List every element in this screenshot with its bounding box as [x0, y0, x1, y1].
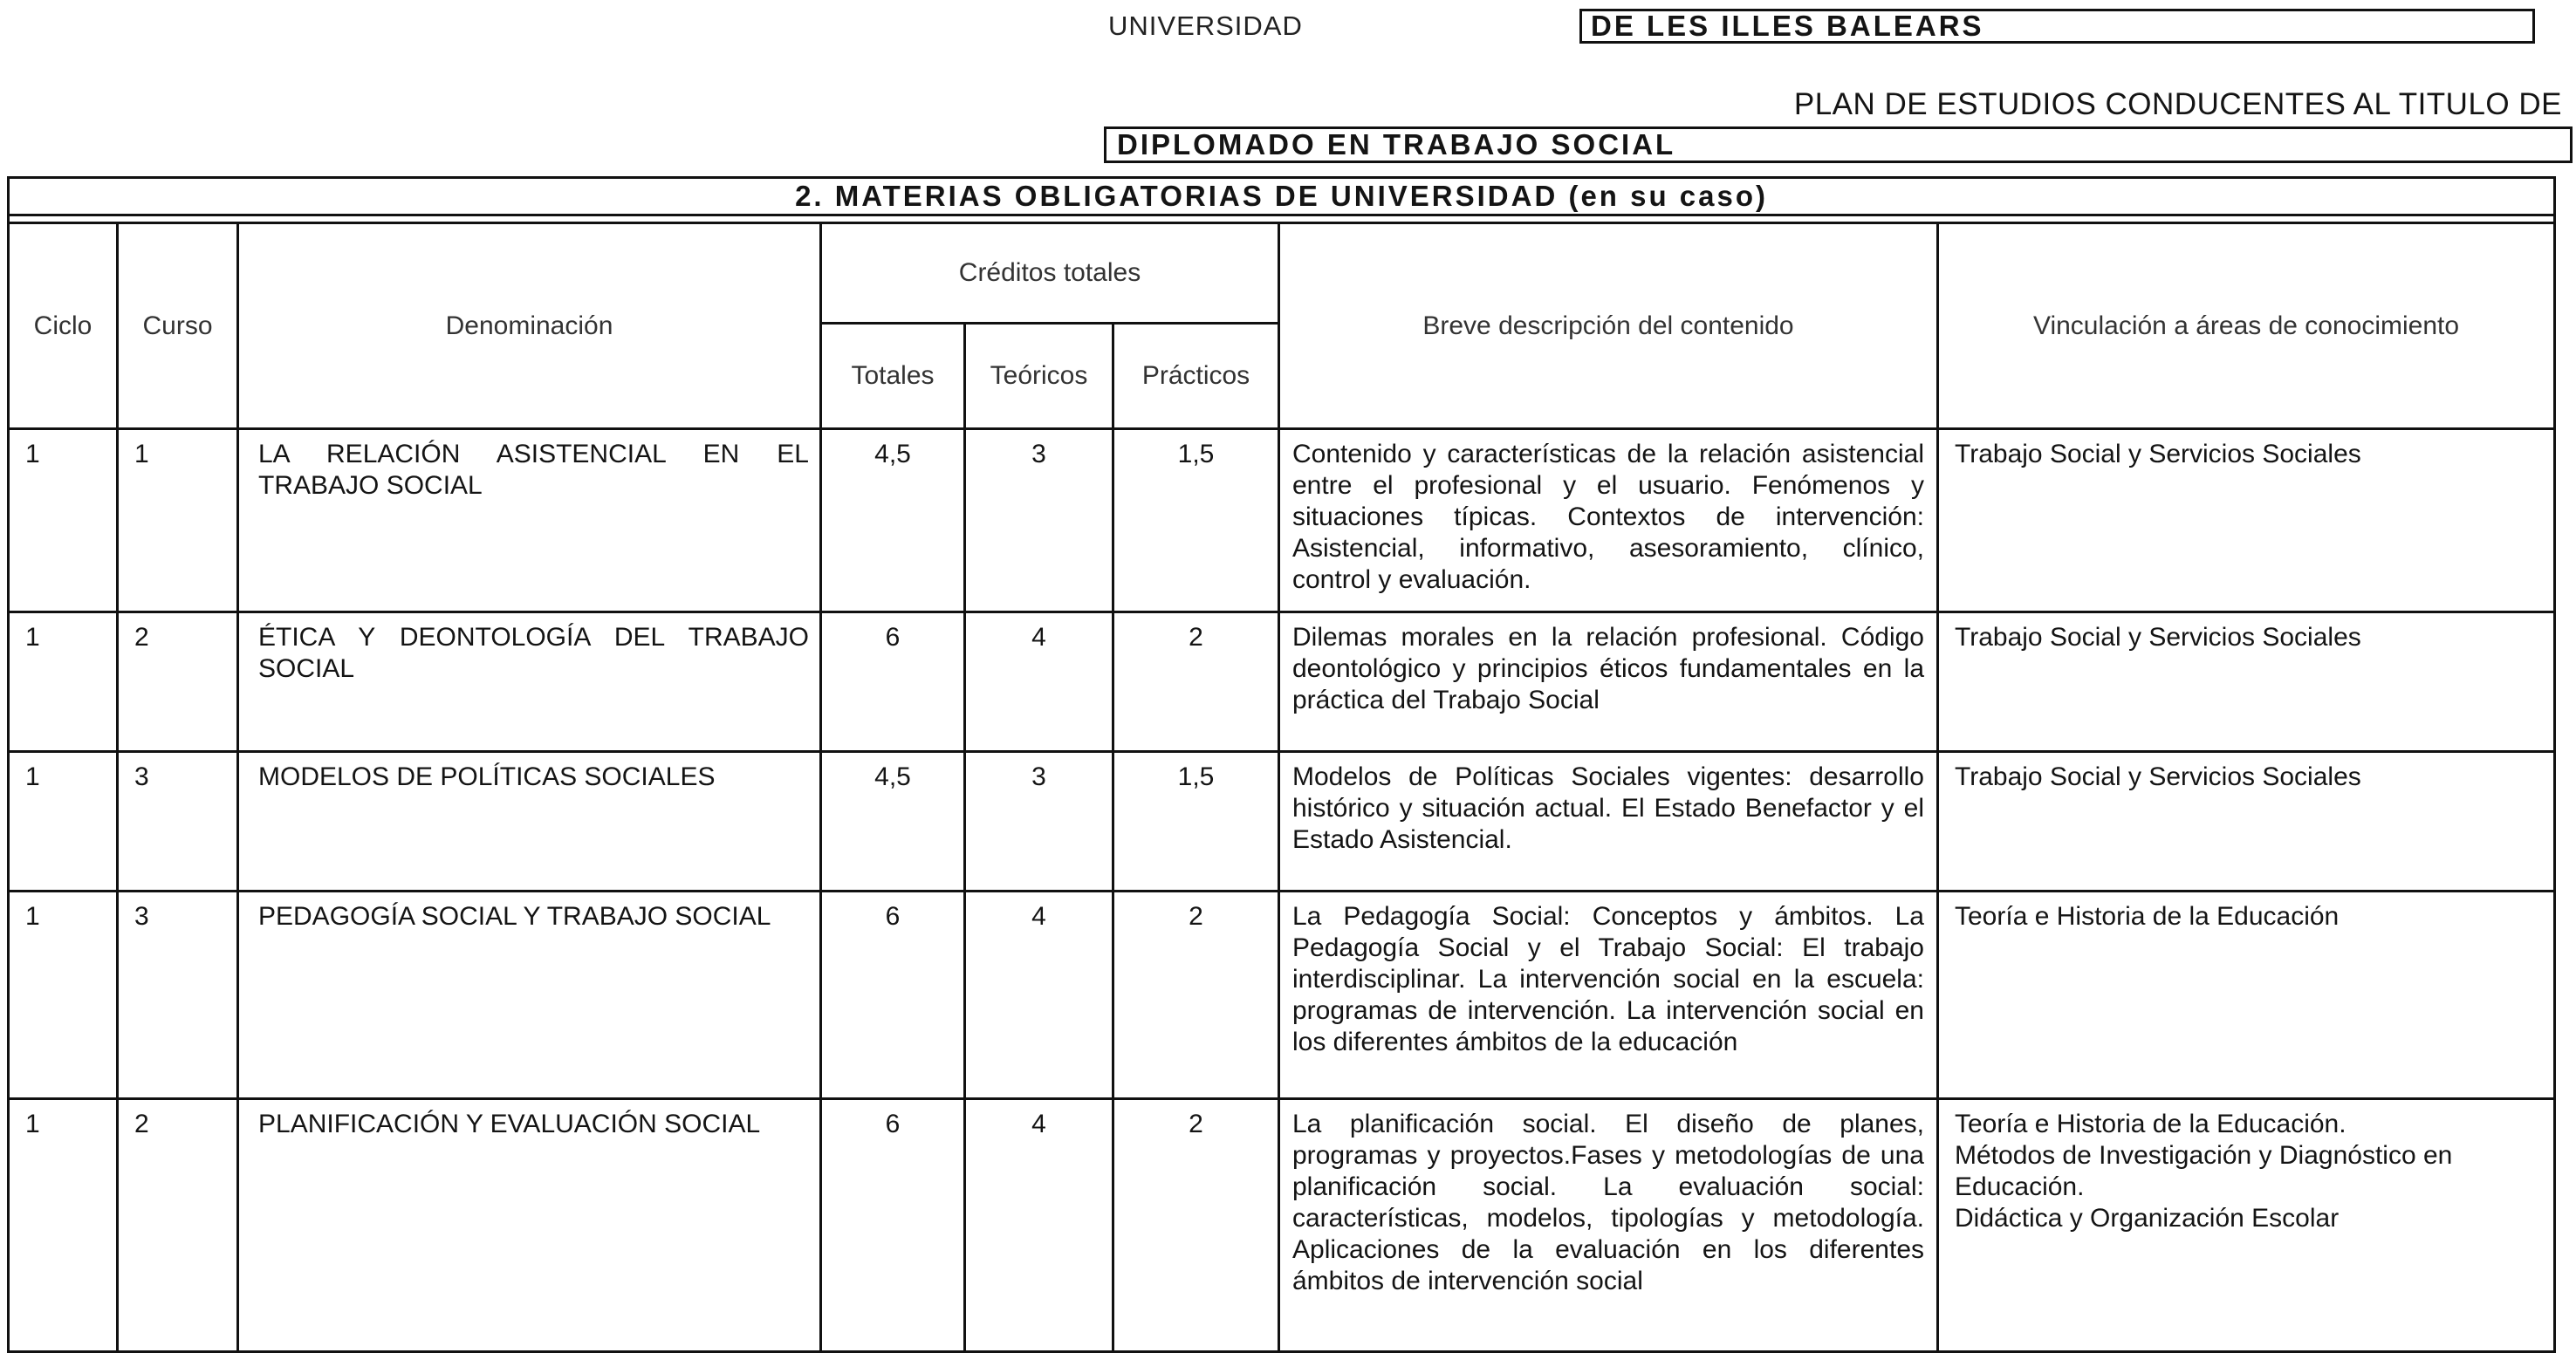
cell-practicos: 1,5 [1113, 429, 1279, 612]
cell-practicos: 1,5 [1113, 752, 1279, 892]
header-descripcion: Breve descripción del contenido [1279, 223, 1938, 429]
cell-curso: 2 [118, 612, 238, 752]
cell-ciclo: 1 [9, 429, 118, 612]
cell-teoricos: 4 [965, 612, 1113, 752]
cell-teoricos: 4 [965, 1099, 1113, 1352]
header-spacer [9, 215, 2555, 223]
cell-denominacion: MODELOS DE POLÍTICAS SOCIALES [238, 752, 821, 892]
header-creditos-totales: Créditos totales [821, 223, 1279, 324]
cell-curso: 3 [118, 752, 238, 892]
area-item: Trabajo Social y Servicios Sociales [1955, 440, 2361, 468]
table-row [9, 612, 2555, 752]
cell-totales: 4,5 [821, 429, 965, 612]
cell-descripcion: La planificación social. El diseño de planes, programas y proyectos.Fases y metodologías de una planificación social. La evaluación social: características, modelos, tipologías y metodología. Aplicaciones de la evaluación en los diferentes ámbitos de intervención social [1279, 1099, 1938, 1352]
degree-title: DIPLOMADO EN TRABAJO SOCIAL [1104, 126, 2573, 163]
cell-totales: 6 [821, 1099, 965, 1352]
header-teoricos: Teóricos [965, 324, 1113, 429]
cell-ciclo: 1 [9, 612, 118, 752]
subjects-body [9, 429, 2555, 1352]
cell-practicos: 2 [1113, 1099, 1279, 1352]
cell-areas [1938, 612, 2555, 752]
header-areas: Vinculación a áreas de conocimiento [1938, 223, 2555, 429]
area-item: Didáctica y Organización Escolar [1955, 1204, 2340, 1233]
university-label: UNIVERSIDAD [1108, 10, 1303, 41]
cell-areas [1938, 752, 2555, 892]
cell-denominacion: PLANIFICACIÓN Y EVALUACIÓN SOCIAL [238, 1099, 821, 1352]
table-row [9, 892, 2555, 1099]
plan-title: PLAN DE ESTUDIOS CONDUCENTES AL TITULO DE [1793, 87, 2562, 121]
cell-teoricos: 3 [965, 429, 1113, 612]
table-row [9, 1099, 2555, 1352]
cell-descripcion: Contenido y características de la relación asistencial entre el profesional y el usuario. Fenómenos y situaciones típicas. Contextos de intervención: Asistencial, informativo, asesoramiento, clínico, control y evaluación. [1279, 429, 1938, 612]
cell-areas [1938, 1099, 2555, 1352]
cell-descripcion: La Pedagogía Social: Conceptos y ámbitos. La Pedagogía Social y el Trabajo Social: El trabajo interdisciplinar. La intervención social en la escuela: programas de intervención. La intervención social en los diferentes ámbitos de la educación [1279, 892, 1938, 1099]
header-denominacion: Denominación [238, 223, 821, 429]
cell-ciclo: 1 [9, 1099, 118, 1352]
cell-practicos: 2 [1113, 892, 1279, 1099]
cell-descripcion: Modelos de Políticas Sociales vigentes: desarrollo histórico y situación actual. El Estado Benefactor y el Estado Asistencial. [1279, 752, 1938, 892]
area-item: Trabajo Social y Servicios Sociales [1955, 623, 2361, 652]
cell-denominacion: LA RELACIÓN ASISTENCIAL EN EL TRABAJO SOCIAL [238, 429, 821, 612]
university-name: DE LES ILLES BALEARS [1579, 9, 2535, 44]
cell-denominacion: PEDAGOGÍA SOCIAL Y TRABAJO SOCIAL [238, 892, 821, 1099]
header-curso: Curso [118, 223, 238, 429]
subjects-table [7, 176, 2556, 1353]
area-item: Teoría e Historia de la Educación. [1955, 1110, 2346, 1138]
table-row [9, 752, 2555, 892]
cell-practicos: 2 [1113, 612, 1279, 752]
cell-teoricos: 3 [965, 752, 1113, 892]
table-row [9, 429, 2555, 612]
cell-areas [1938, 429, 2555, 612]
area-item: Teoría e Historia de la Educación [1955, 902, 2340, 931]
cell-ciclo: 1 [9, 892, 118, 1099]
section-title: 2. MATERIAS OBLIGATORIAS DE UNIVERSIDAD (en su caso) [9, 178, 2555, 215]
cell-teoricos: 4 [965, 892, 1113, 1099]
cell-areas [1938, 892, 2555, 1099]
header-totales: Totales [821, 324, 965, 429]
header-ciclo: Ciclo [9, 223, 118, 429]
cell-totales: 4,5 [821, 752, 965, 892]
cell-descripcion: Dilemas morales en la relación profesional. Código deontológico y principios éticos fundamentales en la práctica del Trabajo Social [1279, 612, 1938, 752]
cell-denominacion: ÉTICA Y DEONTOLOGÍA DEL TRABAJO SOCIAL [238, 612, 821, 752]
cell-totales: 6 [821, 612, 965, 752]
cell-curso: 1 [118, 429, 238, 612]
cell-totales: 6 [821, 892, 965, 1099]
header-practicos: Prácticos [1113, 324, 1279, 429]
area-item: Métodos de Investigación y Diagnóstico en Educación. [1955, 1141, 2453, 1201]
cell-ciclo: 1 [9, 752, 118, 892]
cell-curso: 3 [118, 892, 238, 1099]
area-item: Trabajo Social y Servicios Sociales [1955, 762, 2361, 791]
cell-curso: 2 [118, 1099, 238, 1352]
